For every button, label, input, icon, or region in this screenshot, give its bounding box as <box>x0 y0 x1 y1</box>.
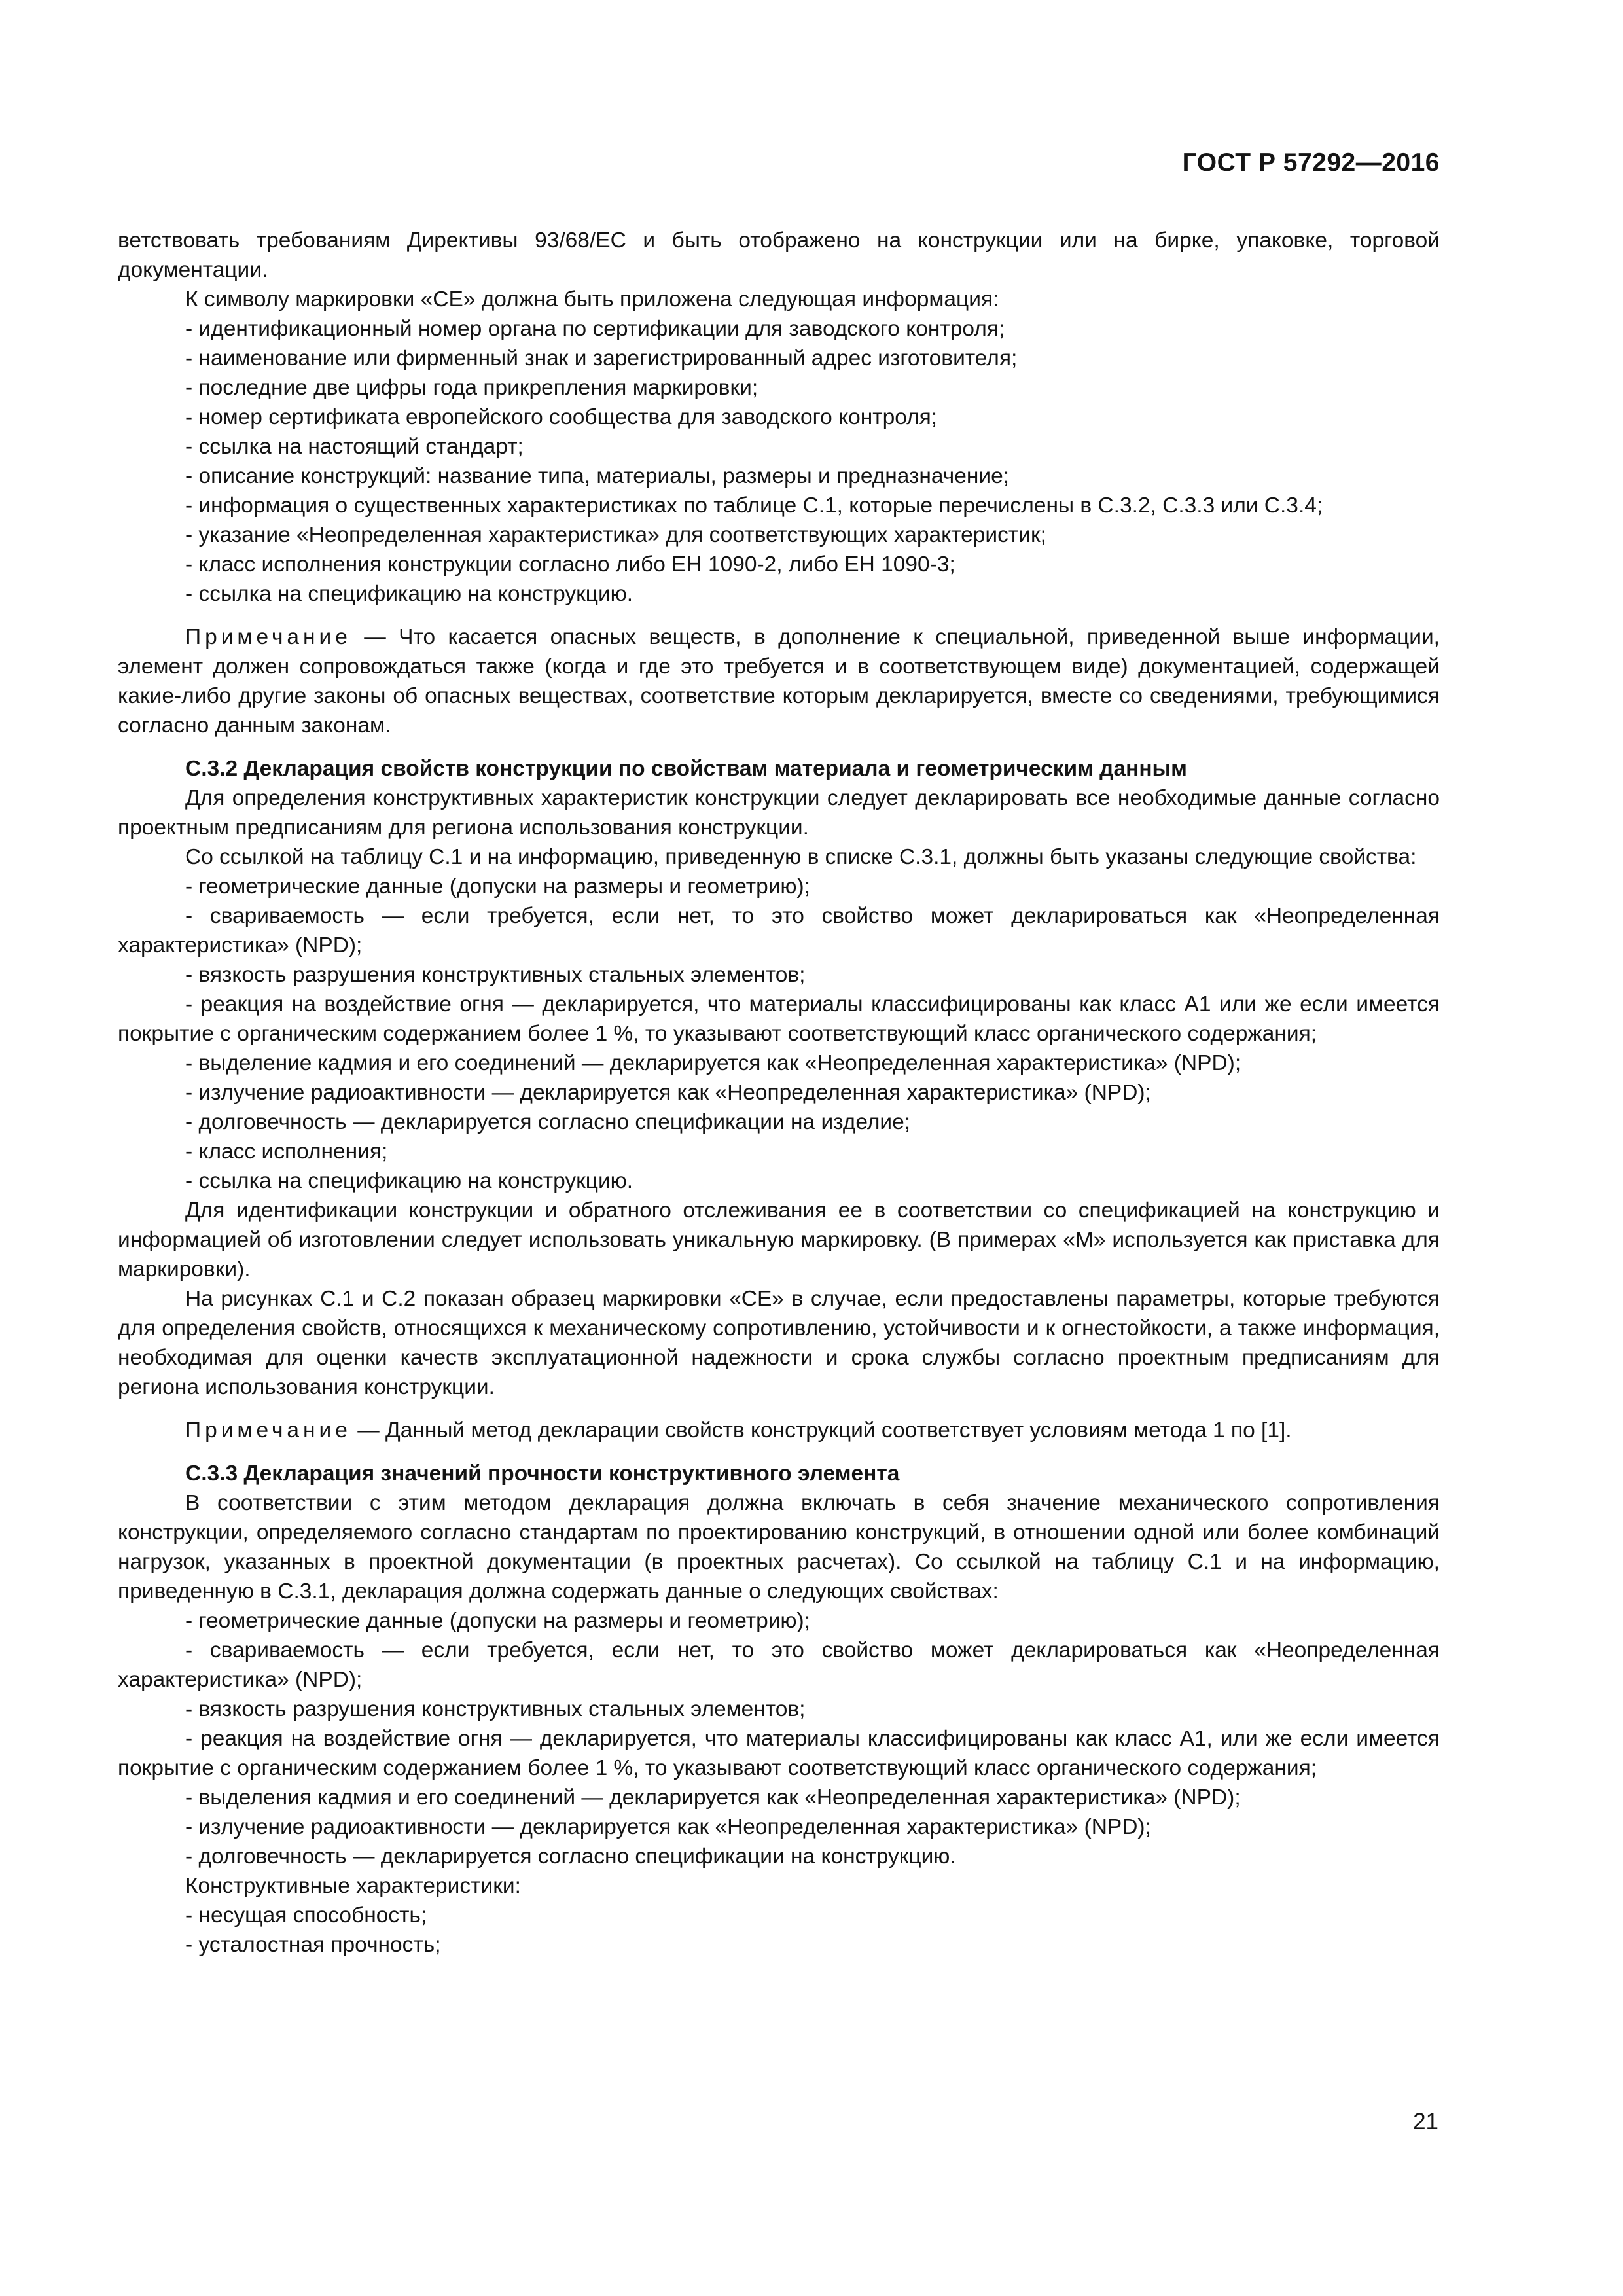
list-item: - реакция на воздействие огня — декларируется, что материалы классифицированы как класс А1, или же если имеется покрытие с органическим содержанием более 1 %, то указывают соответствующий класс органического содержания; <box>118 1727 1440 1780</box>
list-item: - долговечность — декларируется согласно спецификации на конструкцию. <box>185 1844 956 1869</box>
note-paragraph <box>118 1416 1440 1445</box>
list-item: - ссылка на спецификацию на конструкцию. <box>185 582 633 606</box>
list-item: - последние две цифры года прикрепления маркировки; <box>185 376 758 400</box>
list-item: - свариваемость — если требуется, если нет, то это свойство может декларироваться как «Неопределенная характеристика» (NPD); <box>118 1638 1440 1692</box>
list-item: - реакция на воздействие огня — декларируется, что материалы классифицированы как класс А1 или же если имеется покрытие с органическим содержанием более 1 %, то указывают соответствующий класс органического содержания; <box>118 992 1440 1046</box>
list-item: - усталостная прочность; <box>185 1933 441 1957</box>
section-heading-c32: С.3.2 Декларация свойств конструкции по свойствам материала и геометрическим данным <box>185 757 1187 781</box>
list-item: - геометрические данные (допуски на размеры и геометрию); <box>185 1609 811 1633</box>
list-item: - ссылка на спецификацию на конструкцию. <box>185 1169 633 1193</box>
page-number: 21 <box>1413 2109 1438 2134</box>
page-body <box>118 226 1440 1960</box>
list-item: - выделение кадмия и его соединений — декларируется как «Неопределенная характеристика» (NPD); <box>185 1051 1241 1075</box>
list-item: - геометрические данные (допуски на размеры и геометрию); <box>185 874 811 899</box>
list-item: - вязкость разрушения конструктивных стальных элементов; <box>185 963 806 987</box>
list-item: - излучение радиоактивности — декларируется как «Неопределенная характеристика» (NPD); <box>185 1081 1151 1105</box>
note-text: — Данный метод декларации свойств конструкций соответствует условиям метода 1 по [1]. <box>351 1418 1292 1443</box>
list-item: - выделения кадмия и его соединений — декларируется как «Неопределенная характеристика» (NPD); <box>185 1785 1241 1810</box>
list-item: - номер сертификата европейского сообщества для заводского контроля; <box>185 405 938 429</box>
list-item: - указание «Неопределенная характеристика» для соответствующих характеристик; <box>185 523 1046 547</box>
list-item: - информация о существенных характеристиках по таблице С.1, которые перечислены в С.3.2, С.3.3 или С.3.4; <box>185 493 1323 518</box>
list-item: - класс исполнения; <box>185 1139 388 1164</box>
note-label: Примечание <box>185 1418 351 1443</box>
list-item: - долговечность — декларируется согласно спецификации на изделие; <box>185 1110 911 1134</box>
paragraph: Для определения конструктивных характеристик конструкции следует декларировать все необходимые данные согласно проектным предписаниям для региона использования конструкции. <box>118 786 1440 840</box>
paragraph: Для идентификации конструкции и обратного отслеживания ее в соответствии со спецификацией на конструкцию и информацией об изготовлении следует использовать уникальную маркировку. (В примерах «М» используется как приставка для маркировки). <box>118 1198 1440 1282</box>
paragraph: На рисунках С.1 и С.2 показан образец маркировки «СЕ» в случае, если предоставлены параметры, которые требуются для определения свойств, относящихся к механическому сопротивлению, устойчивости и к огнестойкости, а также информация, необходимая для оценки качеств эксплуатационной надежности и срока службы согласно проектным предписаниям для региона использования конструкции. <box>118 1287 1440 1399</box>
continuation-paragraph: ветствовать требованиям Директивы 93/68/ЕС и быть отображено на конструкции или на бирке, упаковке, торговой документации. <box>118 228 1440 282</box>
list-item: - наименование или фирменный знак и зарегистрированный адрес изготовителя; <box>185 346 1018 370</box>
list-item: - несущая способность; <box>185 1903 427 1928</box>
note-label: Примечание <box>185 625 351 649</box>
note-text: — Что касается опасных веществ, в дополнение к специальной, приведенной выше информации, элемент должен сопровождаться также (когда и где это требуется и в соответствующем виде) документацией, содержащей какие-либо другие законы об опасных веществах, соответствие которым декларируется, вместе со сведениями, требующимися согласно данным законам. <box>118 625 1440 738</box>
paragraph: Со ссылкой на таблицу С.1 и на информацию, приведенную в списке С.3.1, должны быть указаны следующие свойства: <box>185 845 1417 869</box>
list-item: - вязкость разрушения конструктивных стальных элементов; <box>185 1697 806 1721</box>
list-item: - излучение радиоактивности — декларируется как «Неопределенная характеристика» (NPD); <box>185 1815 1151 1839</box>
paragraph: В соответствии с этим методом декларация должна включать в себя значение механического сопротивления конструкции, определяемого согласно стандартам по проектированию конструкций, в отношении одной или более комбинаций нагрузок, указанных в проектной документации (в проектных расчетах). Со ссылкой на таблицу С.1 и на информацию, приведенную в С.3.1, декларация должна содержать данные о следующих свойствах: <box>118 1491 1440 1604</box>
section-heading-c33: С.3.3 Декларация значений прочности конструктивного элемента <box>185 1462 900 1486</box>
paragraph: Конструктивные характеристики: <box>185 1874 521 1898</box>
list-item: - класс исполнения конструкции согласно либо ЕН 1090-2, либо ЕН 1090-3; <box>185 552 955 577</box>
list-item: - идентификационный номер органа по сертификации для заводского контроля; <box>185 317 1005 341</box>
ce-lead-paragraph: К символу маркировки «СЕ» должна быть приложена следующая информация: <box>185 287 999 312</box>
list-item: - ссылка на настоящий стандарт; <box>185 435 524 459</box>
list-item: - описание конструкций: название типа, материалы, размеры и предназначение; <box>185 464 1010 488</box>
note-paragraph <box>118 622 1440 740</box>
document-code-header: ГОСТ Р 57292—2016 <box>1182 149 1440 177</box>
list-item: - свариваемость — если требуется, если нет, то это свойство может декларироваться как «Неопределенная характеристика» (NPD); <box>118 904 1440 958</box>
